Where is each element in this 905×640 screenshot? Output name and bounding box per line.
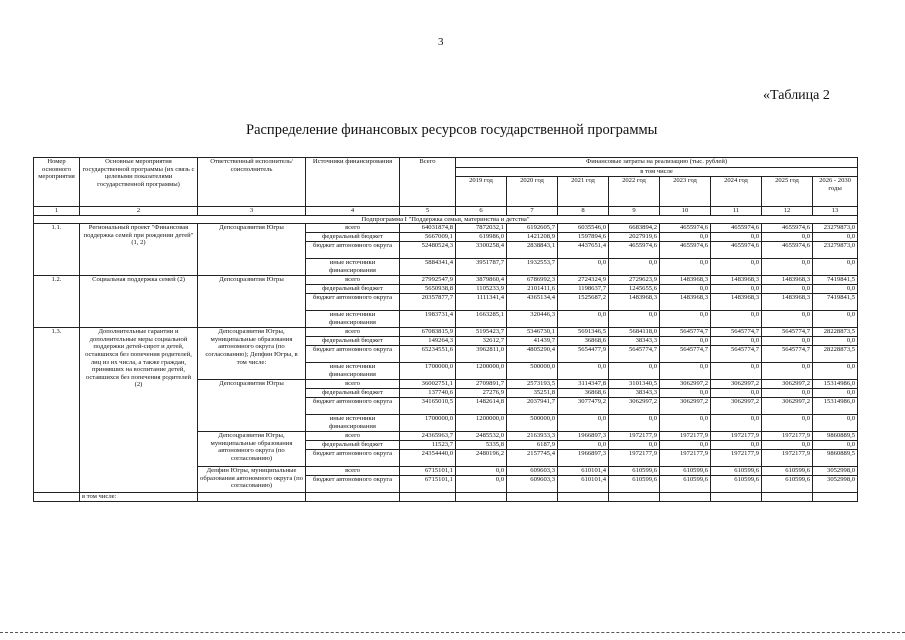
funding-source: иные источники финансирования	[306, 311, 400, 328]
amount-cell: 2037941,7	[507, 398, 558, 415]
amount-cell: 2709891,7	[456, 380, 507, 389]
amount-cell: 4437651,4	[558, 242, 609, 259]
activity-name: Социальная поддержка семей (2)	[80, 276, 198, 328]
amount-cell: 4655974,6	[660, 242, 711, 259]
amount-cell: 0,0	[660, 389, 711, 398]
empty-cell	[507, 493, 558, 502]
header-total: Всего	[400, 158, 456, 207]
empty-cell	[609, 493, 660, 502]
amount-cell: 5645774,7	[762, 346, 813, 363]
amount-cell: 610101,4	[558, 476, 609, 493]
amount-cell: 9860889,5	[813, 432, 858, 441]
subprogram-title: Подпрограмма I "Поддержка семьи, материнства и детства"	[34, 215, 858, 224]
amount-cell: 320446,3	[507, 311, 558, 328]
amount-cell: 0,0	[609, 441, 660, 450]
amount-cell: 20357877,7	[400, 294, 456, 311]
amount-cell: 1111341,4	[456, 294, 507, 311]
amount-cell: 3062997,2	[609, 398, 660, 415]
amount-cell: 34165010,5	[400, 398, 456, 415]
amount-cell: 6715101,1	[400, 476, 456, 493]
amount-cell: 24354440,0	[400, 450, 456, 467]
amount-cell: 28228873,5	[813, 328, 858, 337]
amount-cell: 149264,3	[400, 337, 456, 346]
amount-cell: 3052998,0	[813, 467, 858, 476]
amount-cell: 3101340,5	[609, 380, 660, 389]
amount-cell: 1105233,9	[456, 285, 507, 294]
amount-cell: 1972177,9	[711, 450, 762, 467]
empty-cell	[34, 493, 80, 502]
amount-cell: 6786992,3	[507, 276, 558, 285]
header-executor: Ответственный исполнитель/ соисполнитель	[198, 158, 306, 207]
amount-cell: 38343,3	[609, 389, 660, 398]
amount-cell: 1972177,9	[762, 432, 813, 441]
amount-cell: 0,0	[813, 337, 858, 346]
amount-cell: 0,0	[558, 259, 609, 276]
amount-cell: 5346730,1	[507, 328, 558, 337]
funding-source: бюджет автономного округа	[306, 294, 400, 311]
amount-cell: 3062997,2	[762, 398, 813, 415]
amount-cell: 1483968,3	[711, 276, 762, 285]
amount-cell: 0,0	[660, 337, 711, 346]
amount-cell: 5667009,1	[400, 233, 456, 242]
amount-cell: 1972177,9	[660, 450, 711, 467]
amount-cell: 3879860,4	[456, 276, 507, 285]
amount-cell: 1198637,7	[558, 285, 609, 294]
page-number: 3	[438, 36, 444, 48]
amount-cell: 65234551,6	[400, 346, 456, 363]
amount-cell: 1421208,9	[507, 233, 558, 242]
amount-cell: 64031874,8	[400, 224, 456, 233]
amount-cell: 3062997,2	[711, 398, 762, 415]
amount-cell: 0,0	[711, 389, 762, 398]
amount-cell: 5691346,5	[558, 328, 609, 337]
responsible-executor: Депсоцразвития Югры	[198, 276, 306, 328]
funding-source: всего	[306, 224, 400, 233]
amount-cell: 5684118,0	[609, 328, 660, 337]
column-index: 3	[198, 207, 306, 216]
amount-cell: 0,0	[609, 415, 660, 432]
header-year: 2023 год	[660, 177, 711, 207]
amount-cell: 1966897,3	[558, 450, 609, 467]
table-row	[34, 328, 858, 337]
amount-cell: 0,0	[660, 285, 711, 294]
amount-cell: 27992547,9	[400, 276, 456, 285]
amount-cell: 1700000,0	[400, 363, 456, 380]
amount-cell: 3951787,7	[456, 259, 507, 276]
empty-cell	[306, 493, 400, 502]
amount-cell: 67083815,9	[400, 328, 456, 337]
amount-cell: 610599,6	[711, 476, 762, 493]
amount-cell: 3062997,2	[711, 380, 762, 389]
responsible-executor: Депсоцразвития Югры	[198, 380, 306, 432]
funding-source: федеральный бюджет	[306, 285, 400, 294]
column-index: 2	[80, 207, 198, 216]
amount-cell: 4655974,6	[762, 224, 813, 233]
amount-cell: 610101,4	[558, 467, 609, 476]
amount-cell: 0,0	[660, 259, 711, 276]
amount-cell: 0,0	[711, 363, 762, 380]
activity-number: 1.1.	[34, 224, 80, 276]
amount-cell: 23279873,0	[813, 242, 858, 259]
amount-cell: 15314986,0	[813, 380, 858, 389]
amount-cell: 1483968,3	[762, 294, 813, 311]
amount-cell: 3062997,2	[762, 380, 813, 389]
amount-cell: 609603,3	[507, 476, 558, 493]
amount-cell: 6683894,2	[609, 224, 660, 233]
amount-cell: 7872032,1	[456, 224, 507, 233]
amount-cell: 1700000,0	[400, 415, 456, 432]
column-index: 11	[711, 207, 762, 216]
amount-cell: 610599,6	[609, 467, 660, 476]
amount-cell: 3300258,4	[456, 242, 507, 259]
amount-cell: 0,0	[813, 285, 858, 294]
amount-cell: 0,0	[813, 259, 858, 276]
amount-cell: 609603,3	[507, 467, 558, 476]
amount-cell: 2157745,4	[507, 450, 558, 467]
amount-cell: 610599,6	[711, 467, 762, 476]
amount-cell: 1972177,9	[711, 432, 762, 441]
amount-cell: 0,0	[813, 311, 858, 328]
amount-cell: 1525687,2	[558, 294, 609, 311]
empty-cell	[400, 493, 456, 502]
activity-number: 1.3.	[34, 328, 80, 493]
column-index: 5	[400, 207, 456, 216]
amount-cell: 9860889,5	[813, 450, 858, 467]
amount-cell: 0,0	[762, 389, 813, 398]
amount-cell: 0,0	[609, 311, 660, 328]
empty-cell	[558, 493, 609, 502]
funding-source: бюджет автономного округа	[306, 398, 400, 415]
amount-cell: 0,0	[762, 415, 813, 432]
header-year: 2022 год	[609, 177, 660, 207]
responsible-executor: Депсоцразвития Югры, муниципальные образования автономного округа (по согласованию)	[198, 432, 306, 467]
header-year: 2021 год	[558, 177, 609, 207]
amount-cell: 0,0	[711, 441, 762, 450]
amount-cell: 0,0	[762, 441, 813, 450]
table-row	[34, 224, 858, 233]
header-costs: Финансовые затраты на реализацию (тыс. рублей)	[456, 158, 858, 168]
column-index: 13	[813, 207, 858, 216]
amount-cell: 38343,3	[609, 337, 660, 346]
amount-cell: 0,0	[762, 311, 813, 328]
amount-cell: 2838843,1	[507, 242, 558, 259]
amount-cell: 1972177,9	[762, 450, 813, 467]
funding-source: всего	[306, 467, 400, 476]
including-label: в том числе:	[80, 493, 198, 502]
amount-cell: 610599,6	[762, 476, 813, 493]
amount-cell: 619986,0	[456, 233, 507, 242]
amount-cell: 0,0	[813, 389, 858, 398]
amount-cell: 5884341,4	[400, 259, 456, 276]
amount-cell: 610599,6	[660, 467, 711, 476]
amount-cell: 0,0	[609, 259, 660, 276]
page-title: Распределение финансовых ресурсов государственной программы	[246, 122, 658, 138]
header-year: 2024 год	[711, 177, 762, 207]
amount-cell: 15314986,0	[813, 398, 858, 415]
amount-cell: 0,0	[660, 441, 711, 450]
amount-cell: 1932553,7	[507, 259, 558, 276]
amount-cell: 1200000,0	[456, 363, 507, 380]
funding-source: иные источники финансирования	[306, 415, 400, 432]
funding-source: федеральный бюджет	[306, 389, 400, 398]
amount-cell: 0,0	[711, 337, 762, 346]
empty-cell	[456, 493, 507, 502]
amount-cell: 2101411,6	[507, 285, 558, 294]
amount-cell: 0,0	[456, 476, 507, 493]
amount-cell: 4805290,4	[507, 346, 558, 363]
amount-cell: 32612,7	[456, 337, 507, 346]
amount-cell: 7419841,5	[813, 276, 858, 285]
amount-cell: 2724324,9	[558, 276, 609, 285]
amount-cell: 1482614,8	[456, 398, 507, 415]
amount-cell: 5335,8	[456, 441, 507, 450]
activity-name: Региональный проект "Финансовая поддержка семей при рождении детей" (1, 2)	[80, 224, 198, 276]
header-source: Источники финансирования	[306, 158, 400, 207]
amount-cell: 3962811,0	[456, 346, 507, 363]
amount-cell: 4655974,6	[762, 242, 813, 259]
empty-cell	[711, 493, 762, 502]
amount-cell: 3114347,8	[558, 380, 609, 389]
amount-cell: 2573193,5	[507, 380, 558, 389]
amount-cell: 5645774,7	[711, 346, 762, 363]
empty-cell	[198, 493, 306, 502]
page-edge-divider	[0, 632, 905, 633]
amount-cell: 36002751,1	[400, 380, 456, 389]
funding-source: бюджет автономного округа	[306, 346, 400, 363]
amount-cell: 5650938,8	[400, 285, 456, 294]
empty-cell	[813, 493, 858, 502]
amount-cell: 0,0	[813, 441, 858, 450]
amount-cell: 1966897,3	[558, 432, 609, 441]
amount-cell: 52480524,3	[400, 242, 456, 259]
header-year: 2020 год	[507, 177, 558, 207]
amount-cell: 0,0	[762, 363, 813, 380]
amount-cell: 1245655,6	[609, 285, 660, 294]
column-index: 10	[660, 207, 711, 216]
amount-cell: 4655974,6	[711, 242, 762, 259]
amount-cell: 3062997,2	[660, 380, 711, 389]
amount-cell: 1972177,9	[609, 432, 660, 441]
amount-cell: 1983731,4	[400, 311, 456, 328]
amount-cell: 36868,6	[558, 337, 609, 346]
funding-source: всего	[306, 380, 400, 389]
amount-cell: 1483968,3	[711, 294, 762, 311]
header-including: в том числе	[456, 168, 858, 177]
header-year: 2019 год	[456, 177, 507, 207]
amount-cell: 5645774,7	[711, 328, 762, 337]
funding-source: иные источники финансирования	[306, 363, 400, 380]
amount-cell: 0,0	[558, 363, 609, 380]
amount-cell: 5654477,9	[558, 346, 609, 363]
funding-source: бюджет автономного округа	[306, 242, 400, 259]
amount-cell: 0,0	[456, 467, 507, 476]
amount-cell: 1597894,6	[558, 233, 609, 242]
header-year: 2026 - 2030 годы	[813, 177, 858, 207]
amount-cell: 5645774,7	[660, 328, 711, 337]
amount-cell: 610599,6	[762, 467, 813, 476]
column-index: 8	[558, 207, 609, 216]
amount-cell: 7419841,5	[813, 294, 858, 311]
amount-cell: 1200000,0	[456, 415, 507, 432]
amount-cell: 1483968,3	[762, 276, 813, 285]
header-year: 2025 год	[762, 177, 813, 207]
header-number: Номер основного мероприятия	[34, 158, 80, 207]
amount-cell: 5195423,7	[456, 328, 507, 337]
column-index-row	[34, 207, 858, 216]
activity-name: Дополнительные гарантии и дополнительные меры социальной поддержки детей-сирот и детей, оставшихся без попечения родителей, лиц из их числа, а также граждан, принявших на воспитание детей, оставшихся без попечения родителей (2)	[80, 328, 198, 493]
amount-cell: 0,0	[558, 441, 609, 450]
column-index: 6	[456, 207, 507, 216]
amount-cell: 0,0	[711, 415, 762, 432]
amount-cell: 0,0	[711, 285, 762, 294]
amount-cell: 0,0	[813, 415, 858, 432]
amount-cell: 500000,0	[507, 363, 558, 380]
amount-cell: 5645774,7	[762, 328, 813, 337]
amount-cell: 1483968,3	[609, 294, 660, 311]
amount-cell: 0,0	[762, 233, 813, 242]
funding-source: федеральный бюджет	[306, 233, 400, 242]
amount-cell: 0,0	[660, 233, 711, 242]
amount-cell: 1483968,3	[660, 276, 711, 285]
amount-cell: 6192605,7	[507, 224, 558, 233]
amount-cell: 0,0	[660, 415, 711, 432]
amount-cell: 24365963,7	[400, 432, 456, 441]
amount-cell: 11523,7	[400, 441, 456, 450]
empty-cell	[762, 493, 813, 502]
amount-cell: 4655974,6	[660, 224, 711, 233]
amount-cell: 0,0	[762, 337, 813, 346]
column-index: 1	[34, 207, 80, 216]
table-row	[34, 276, 858, 285]
amount-cell: 0,0	[558, 311, 609, 328]
amount-cell: 36868,6	[558, 389, 609, 398]
financial-resources-table	[33, 157, 858, 502]
subprogram-row	[34, 215, 858, 224]
funding-source: всего	[306, 328, 400, 337]
amount-cell: 0,0	[813, 233, 858, 242]
amount-cell: 2729623,9	[609, 276, 660, 285]
responsible-executor: Депсоцразвития Югры	[198, 224, 306, 276]
amount-cell: 0,0	[762, 259, 813, 276]
amount-cell: 1483968,3	[660, 294, 711, 311]
amount-cell: 5645774,7	[609, 346, 660, 363]
responsible-executor: Депфин Югры, муниципальные образования автономного округа (по согласованию)	[198, 467, 306, 493]
amount-cell: 27276,9	[456, 389, 507, 398]
column-index: 12	[762, 207, 813, 216]
empty-cell	[660, 493, 711, 502]
amount-cell: 5645774,7	[660, 346, 711, 363]
amount-cell: 0,0	[711, 259, 762, 276]
amount-cell: 3062997,2	[660, 398, 711, 415]
funding-source: иные источники финансирования	[306, 259, 400, 276]
amount-cell: 0,0	[711, 233, 762, 242]
amount-cell: 2485532,0	[456, 432, 507, 441]
amount-cell: 6715101,1	[400, 467, 456, 476]
activity-number: 1.2.	[34, 276, 80, 328]
funding-source: всего	[306, 276, 400, 285]
amount-cell: 610599,6	[660, 476, 711, 493]
amount-cell: 3077479,2	[558, 398, 609, 415]
amount-cell: 6035546,0	[558, 224, 609, 233]
amount-cell: 1663285,1	[456, 311, 507, 328]
amount-cell: 1972177,9	[660, 432, 711, 441]
funding-source: федеральный бюджет	[306, 441, 400, 450]
amount-cell: 0,0	[711, 311, 762, 328]
column-index: 7	[507, 207, 558, 216]
amount-cell: 2480196,2	[456, 450, 507, 467]
column-index: 4	[306, 207, 400, 216]
funding-source: бюджет автономного округа	[306, 476, 400, 493]
amount-cell: 41439,7	[507, 337, 558, 346]
amount-cell: 3052998,0	[813, 476, 858, 493]
amount-cell: 4655974,6	[711, 224, 762, 233]
amount-cell: 23279873,0	[813, 224, 858, 233]
amount-cell: 0,0	[762, 285, 813, 294]
header-activity: Основные мероприятия государственной программы (их связь с целевыми показателями государственной программы)	[80, 158, 198, 207]
column-index: 9	[609, 207, 660, 216]
amount-cell: 0,0	[660, 311, 711, 328]
amount-cell: 6187,9	[507, 441, 558, 450]
amount-cell: 0,0	[813, 363, 858, 380]
amount-cell: 28228873,5	[813, 346, 858, 363]
amount-cell: 2163933,3	[507, 432, 558, 441]
table-row	[34, 493, 858, 502]
amount-cell: 35251,8	[507, 389, 558, 398]
amount-cell: 4655974,6	[609, 242, 660, 259]
amount-cell: 4365134,4	[507, 294, 558, 311]
table-caption: «Таблица 2	[763, 88, 830, 103]
amount-cell: 610599,6	[609, 476, 660, 493]
funding-source: бюджет автономного округа	[306, 450, 400, 467]
funding-source: федеральный бюджет	[306, 337, 400, 346]
amount-cell: 1972177,9	[609, 450, 660, 467]
amount-cell: 0,0	[609, 363, 660, 380]
funding-source: всего	[306, 432, 400, 441]
amount-cell: 0,0	[558, 415, 609, 432]
amount-cell: 2027919,6	[609, 233, 660, 242]
responsible-executor: Депсоцразвития Югры, муниципальные образования автономного округа (по согласованию); Депфин Югры, в том числе:	[198, 328, 306, 380]
amount-cell: 500000,0	[507, 415, 558, 432]
amount-cell: 0,0	[660, 363, 711, 380]
amount-cell: 137740,6	[400, 389, 456, 398]
